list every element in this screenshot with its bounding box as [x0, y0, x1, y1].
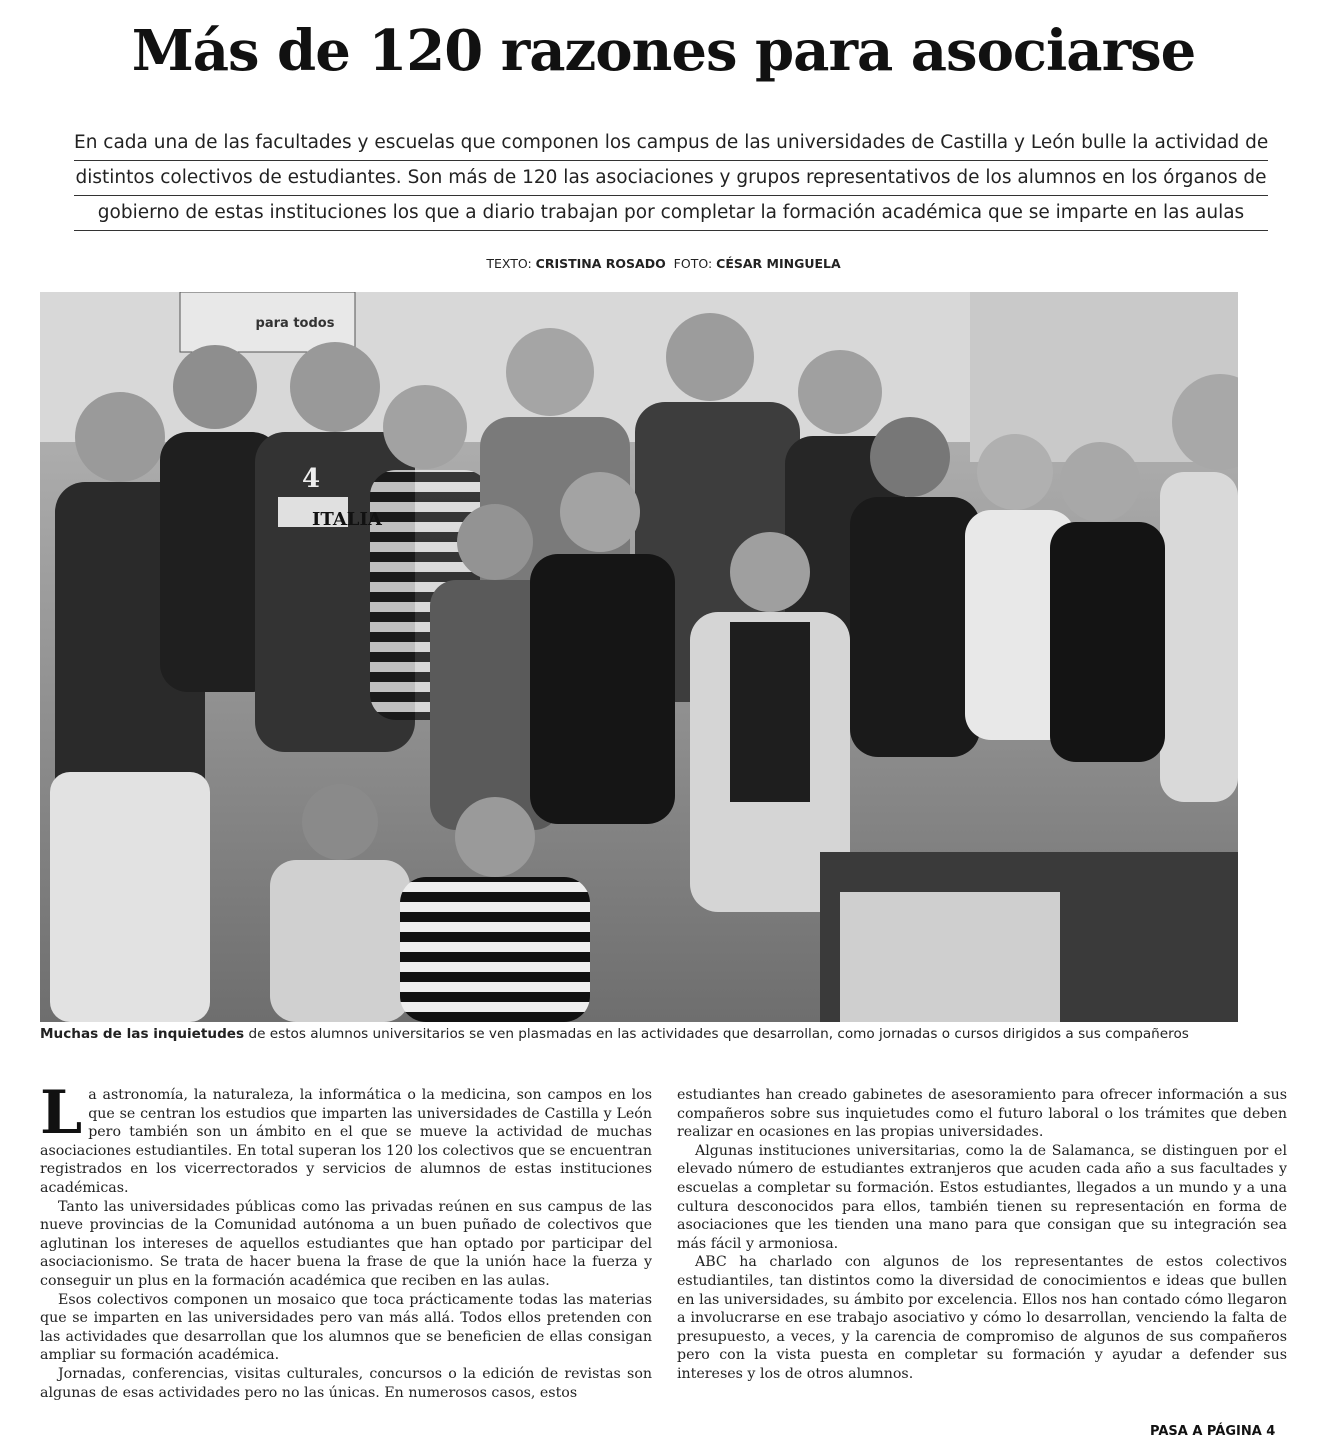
byline	[0, 256, 1327, 271]
caption-lead: Muchas de las inquietudes	[40, 1026, 245, 1042]
paragraph: Tanto las universidades públicas como las privadas reúnen en sus campus de las nueve provincias de la Comunidad autónoma a un buen puñado de colectivos que aglutinan los intereses de aquellos estudiantes que han optado por participar del asociacionismo. Se trata de hacer buena la frase de que la unión hace la fuerza y conseguir un plus en la formación académica que reciben en las aulas.	[40, 1198, 652, 1289]
shirt-number: 4	[302, 464, 321, 494]
body-column-right	[677, 1086, 1287, 1384]
standfirst-line: distintos colectivos de estudiantes. Son más de 120 las asociaciones y grupos representativos de los alumnos en los órganos de	[74, 161, 1268, 196]
paragraph: estudiantes han creado gabinetes de asesoramiento para ofrecer información a sus compañeros sobre sus inquietudes como el futuro laboral o los trámites que deben realizar en ocasiones en las propias universidades.	[677, 1087, 1287, 1141]
byline-photo-label: FOTO:	[673, 256, 713, 271]
byline-photographer: CÉSAR MINGUELA	[716, 256, 841, 271]
paragraph: Algunas instituciones universitarias, como la de Salamanca, se distinguen por el elevado número de estudiantes extranjeros que acuden cada año a sus facultades y escuelas a completar su formación. Estos estudiantes, llegados a un mundo y a una cultura desconocidos para ellos, también tienen su representación en forma de asociaciones que les tienden una mano para que consigan que su integración sea más fácil y armoniosa.	[677, 1142, 1287, 1252]
group-photo	[40, 292, 1238, 1022]
paragraph: Jornadas, conferencias, visitas culturales, concursos o la edición de revistas son algunas de esas actividades pero no las únicas. En numerosos casos, estos	[40, 1365, 652, 1401]
standfirst	[74, 126, 1268, 231]
caption-rest: de estos alumnos universitarios se ven plasmadas en las actividades que desarrollan, como jornadas o cursos dirigidos a sus compañeros	[244, 1026, 1189, 1042]
continued-on-page: PASA A PÁGINA 4	[1150, 1424, 1276, 1439]
paragraph: Esos colectivos componen un mosaico que toca prácticamente todas las materias que se imparten en las universidades pero van más allá. Todos ellos pretenden con las actividades que desarrollan que los alumnos que se beneficien de ellas consigan ampliar su formación académica.	[40, 1291, 652, 1364]
paragraph-text: a astronomía, la naturaleza, la informática o la medicina, son campos en los que se centran los estudios que imparten las universidades de Castilla y León pero también son un ámbito en el que se mueve la actividad de muchas asociaciones estudiantiles. En total superan los 120 los colectivos que se encuentran registrados en los vicerrectorados y servicios de alumnos de estas instituciones académicas.	[40, 1087, 652, 1196]
paragraph: ABC ha charlado con algunos de los representantes de estos colectivos estudiantiles, tan distintos como la diversidad de conocimientos e ideas que bullen en las universidades, su ámbito por excelencia. Ellos nos han contado cómo llegaron a involucrarse en ese trabajo asociativo y cómo lo desarrollan, venciendo la falta de presupuesto, a veces, y la carencia de compromiso de algunos de sus compañeros pero con la vista puesta en completar su formación y ayudar a defender sus intereses y los de otros alumnos.	[677, 1254, 1287, 1382]
photo-caption	[40, 1026, 1260, 1042]
byline-text-label: TEXTO:	[486, 256, 532, 271]
group-photo-illustration	[40, 292, 1238, 1022]
standfirst-line: En cada una de las facultades y escuelas que componen los campus de las universidades de Castilla y León bulle la actividad de	[74, 126, 1268, 161]
body-column-left	[40, 1078, 652, 1402]
dropcap: L	[40, 1078, 83, 1148]
standfirst-line: gobierno de estas instituciones los que a diario trabajan por completar la formación académica que se imparte en las aulas	[74, 196, 1268, 231]
poster-sign-text: para todos	[255, 316, 335, 331]
shirt-text: ITALIA	[312, 509, 382, 530]
headline: Más de 120 razones para asociarse	[131, 18, 1196, 84]
paragraph	[40, 1078, 652, 1198]
byline-author: CRISTINA ROSADO	[535, 256, 666, 271]
